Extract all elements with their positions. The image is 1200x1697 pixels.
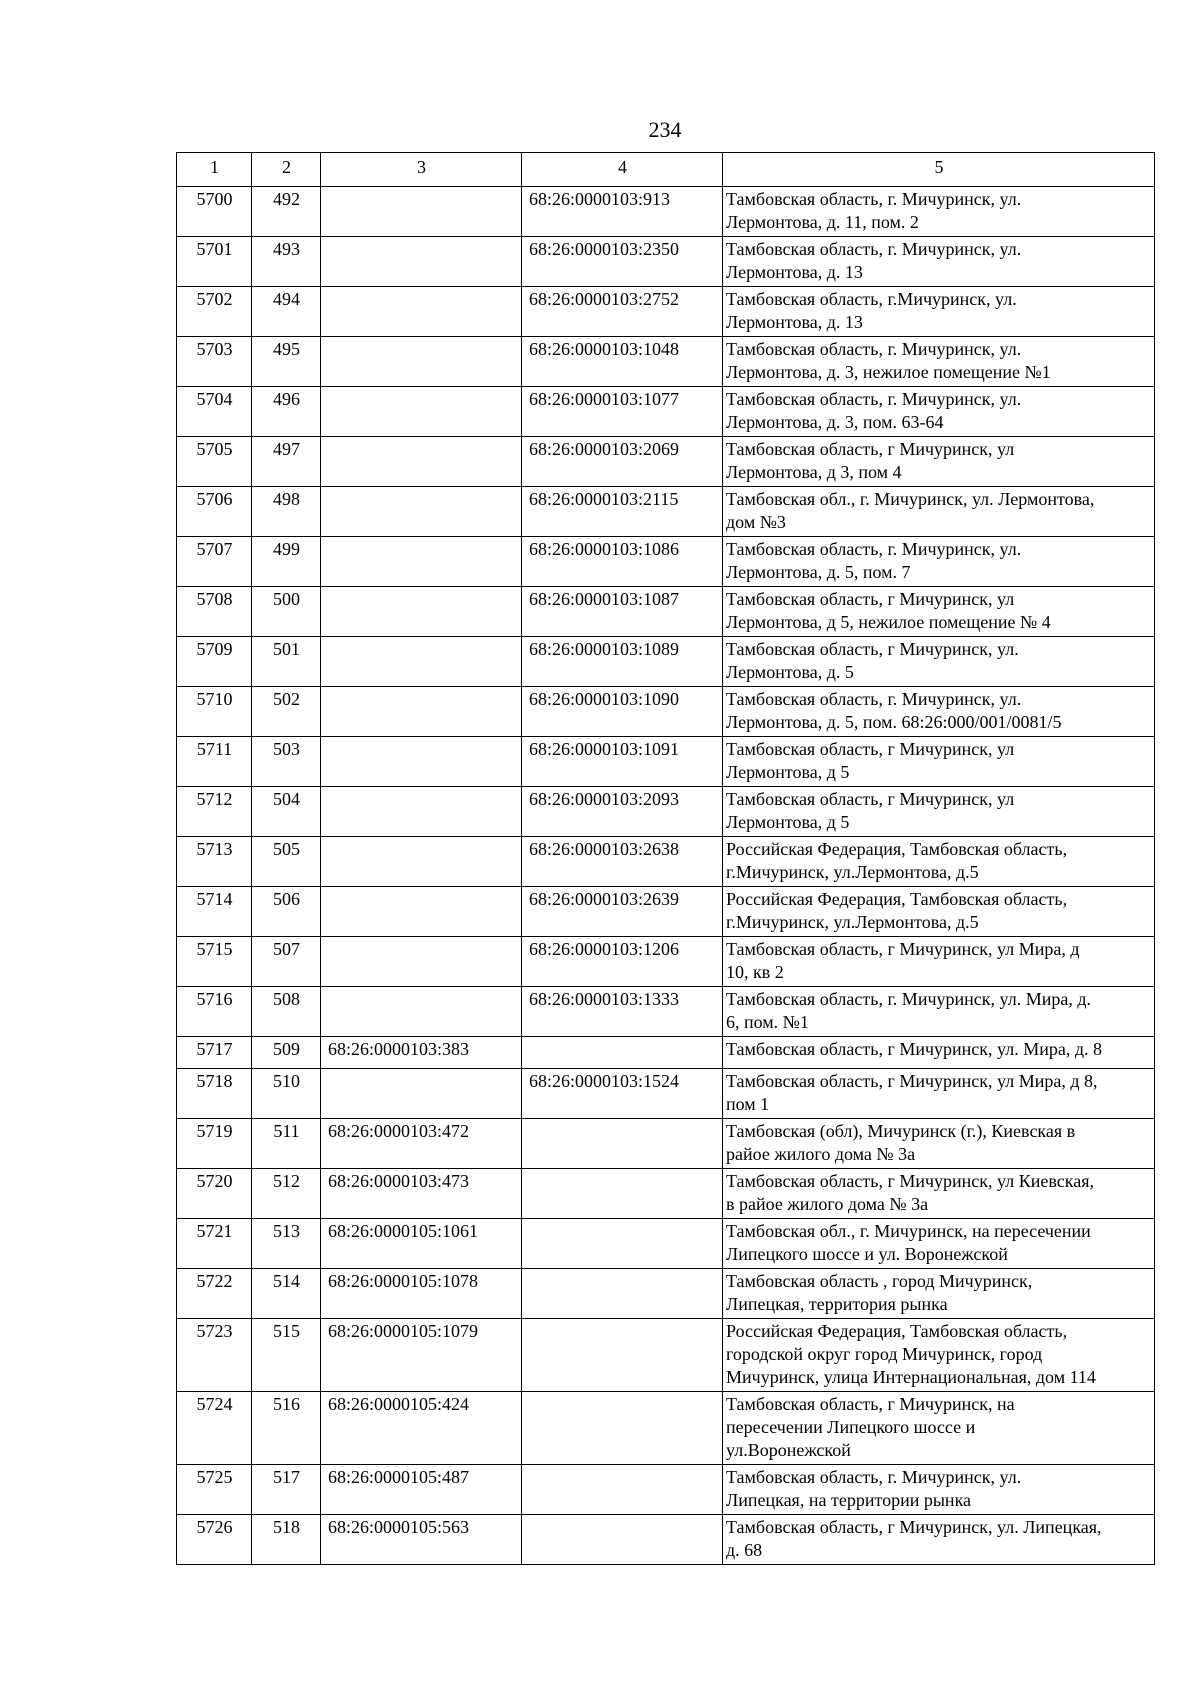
- cadastral-number-cell: [321, 237, 522, 287]
- header-cell-1: 1: [177, 153, 252, 187]
- address-cell: Тамбовская область, г. Мичуринск, ул. Лермонтова, д. 13: [723, 237, 1155, 287]
- table-row: [177, 537, 1155, 587]
- object-cadastral-number-cell: 68:26:0000103:2752: [522, 287, 723, 337]
- address-cell: Тамбовская область, г. Мичуринск, ул. Лермонтова, д. 5, пом. 68:26:000/001/0081/5: [723, 687, 1155, 737]
- cadastral-number-cell: [321, 337, 522, 387]
- cadastral-number-cell: [321, 287, 522, 337]
- object-cadastral-number-cell: 68:26:0000103:1077: [522, 387, 723, 437]
- cadastral-number-cell: [321, 537, 522, 587]
- object-cadastral-number-cell: 68:26:0000103:2115: [522, 487, 723, 537]
- table-row: [177, 387, 1155, 437]
- address-cell: Тамбовская область, г. Мичуринск, ул. Лермонтова, д. 3, пом. 63-64: [723, 387, 1155, 437]
- record-number-cell: 5723: [177, 1319, 252, 1392]
- table-row: [177, 1392, 1155, 1465]
- object-cadastral-number-cell: 68:26:0000103:2639: [522, 887, 723, 937]
- table-row: [177, 987, 1155, 1037]
- cadastral-number-cell: [321, 487, 522, 537]
- sequence-number-cell: 499: [252, 537, 321, 587]
- cadastral-number-cell: 68:26:0000103:383: [321, 1037, 522, 1069]
- address-cell: Тамбовская область, г.Мичуринск, ул. Лермонтова, д. 13: [723, 287, 1155, 337]
- object-cadastral-number-cell: 68:26:0000103:1086: [522, 537, 723, 587]
- table-row: [177, 587, 1155, 637]
- object-cadastral-number-cell: [522, 1169, 723, 1219]
- record-number-cell: 5720: [177, 1169, 252, 1219]
- object-cadastral-number-cell: 68:26:0000103:1089: [522, 637, 723, 687]
- object-cadastral-number-cell: [522, 1319, 723, 1392]
- table-row: [177, 437, 1155, 487]
- object-cadastral-number-cell: [522, 1392, 723, 1465]
- cadastral-number-cell: [321, 187, 522, 237]
- address-cell: Тамбовская область, г. Мичуринск, ул. Лермонтова, д. 3, нежилое помещение №1: [723, 337, 1155, 387]
- address-cell: Тамбовская (обл), Мичуринск (г.), Киевская в райое жилого дома № 3а: [723, 1119, 1155, 1169]
- object-cadastral-number-cell: 68:26:0000103:1091: [522, 737, 723, 787]
- record-number-cell: 5702: [177, 287, 252, 337]
- record-number-cell: 5715: [177, 937, 252, 987]
- sequence-number-cell: 512: [252, 1169, 321, 1219]
- address-cell: Тамбовская область, г Мичуринск, ул Лермонтова, д 3, пом 4: [723, 437, 1155, 487]
- address-cell: Тамбовская область, г Мичуринск, на пересечении Липецкого шоссе и ул.Воронежской: [723, 1392, 1155, 1465]
- record-number-cell: 5707: [177, 537, 252, 587]
- header-cell-4: 4: [522, 153, 723, 187]
- table-row: [177, 637, 1155, 687]
- address-cell: Тамбовская область , город Мичуринск, Липецкая, территория рынка: [723, 1269, 1155, 1319]
- table-row: [177, 1515, 1155, 1565]
- object-cadastral-number-cell: 68:26:0000103:2638: [522, 837, 723, 887]
- record-number-cell: 5704: [177, 387, 252, 437]
- address-cell: Тамбовская область, г Мичуринск, ул. Мира, д. 8: [723, 1037, 1155, 1069]
- header-cell-5: 5: [723, 153, 1155, 187]
- sequence-number-cell: 503: [252, 737, 321, 787]
- cadastral-number-cell: [321, 887, 522, 937]
- record-number-cell: 5716: [177, 987, 252, 1037]
- cadastral-number-cell: [321, 937, 522, 987]
- sequence-number-cell: 500: [252, 587, 321, 637]
- sequence-number-cell: 506: [252, 887, 321, 937]
- table-row: [177, 187, 1155, 237]
- table-row: [177, 1319, 1155, 1392]
- object-cadastral-number-cell: 68:26:0000103:1333: [522, 987, 723, 1037]
- table-row: [177, 1119, 1155, 1169]
- sequence-number-cell: 513: [252, 1219, 321, 1269]
- cadastral-number-cell: [321, 987, 522, 1037]
- record-number-cell: 5711: [177, 737, 252, 787]
- cadastral-number-cell: 68:26:0000105:1078: [321, 1269, 522, 1319]
- object-cadastral-number-cell: [522, 1119, 723, 1169]
- cadastral-number-cell: [321, 837, 522, 887]
- header-cell-2: 2: [252, 153, 321, 187]
- sequence-number-cell: 514: [252, 1269, 321, 1319]
- address-cell: Тамбовская обл., г. Мичуринск, ул. Лермонтова, дом №3: [723, 487, 1155, 537]
- record-number-cell: 5706: [177, 487, 252, 537]
- record-number-cell: 5724: [177, 1392, 252, 1465]
- object-cadastral-number-cell: 68:26:0000103:1048: [522, 337, 723, 387]
- address-cell: Тамбовская область, г Мичуринск, ул. Липецкая, д. 68: [723, 1515, 1155, 1565]
- record-number-cell: 5703: [177, 337, 252, 387]
- address-cell: Российская Федерация, Тамбовская область, г.Мичуринск, ул.Лермонтова, д.5: [723, 837, 1155, 887]
- cadastral-number-cell: 68:26:0000105:1061: [321, 1219, 522, 1269]
- object-cadastral-number-cell: 68:26:0000103:1087: [522, 587, 723, 637]
- cadastral-number-cell: 68:26:0000105:487: [321, 1465, 522, 1515]
- cadastral-number-cell: [321, 687, 522, 737]
- table-row: [177, 937, 1155, 987]
- cadastral-number-cell: [321, 787, 522, 837]
- object-cadastral-number-cell: 68:26:0000103:2093: [522, 787, 723, 837]
- sequence-number-cell: 508: [252, 987, 321, 1037]
- record-number-cell: 5701: [177, 237, 252, 287]
- cadastral-number-cell: 68:26:0000103:472: [321, 1119, 522, 1169]
- record-number-cell: 5721: [177, 1219, 252, 1269]
- sequence-number-cell: 510: [252, 1069, 321, 1119]
- sequence-number-cell: 507: [252, 937, 321, 987]
- table-row: [177, 337, 1155, 387]
- record-number-cell: 5718: [177, 1069, 252, 1119]
- table-row: [177, 1037, 1155, 1069]
- address-cell: Российская Федерация, Тамбовская область, г.Мичуринск, ул.Лермонтова, д.5: [723, 887, 1155, 937]
- address-cell: Российская Федерация, Тамбовская область, городской округ город Мичуринск, город Мичуринск, улица Интернациональная, дом 114: [723, 1319, 1155, 1392]
- cadastral-number-cell: 68:26:0000105:1079: [321, 1319, 522, 1392]
- record-number-cell: 5719: [177, 1119, 252, 1169]
- table-header: [177, 153, 1155, 187]
- object-cadastral-number-cell: [522, 1037, 723, 1069]
- record-number-cell: 5708: [177, 587, 252, 637]
- record-number-cell: 5722: [177, 1269, 252, 1319]
- table-row: [177, 737, 1155, 787]
- sequence-number-cell: 493: [252, 237, 321, 287]
- sequence-number-cell: 509: [252, 1037, 321, 1069]
- register-table: [176, 152, 1155, 1565]
- object-cadastral-number-cell: 68:26:0000103:1524: [522, 1069, 723, 1119]
- object-cadastral-number-cell: 68:26:0000103:1206: [522, 937, 723, 987]
- record-number-cell: 5725: [177, 1465, 252, 1515]
- record-number-cell: 5705: [177, 437, 252, 487]
- cadastral-number-cell: 68:26:0000103:473: [321, 1169, 522, 1219]
- table-row: [177, 1269, 1155, 1319]
- header-row: [177, 153, 1155, 187]
- address-cell: Тамбовская область, г Мичуринск, ул Мира, д 8, пом 1: [723, 1069, 1155, 1119]
- record-number-cell: 5713: [177, 837, 252, 887]
- table-row: [177, 1069, 1155, 1119]
- record-number-cell: 5709: [177, 637, 252, 687]
- sequence-number-cell: 497: [252, 437, 321, 487]
- cadastral-number-cell: [321, 737, 522, 787]
- address-cell: Тамбовская область, г. Мичуринск, ул. Лермонтова, д. 11, пом. 2: [723, 187, 1155, 237]
- page-number: 234: [648, 117, 682, 142]
- record-number-cell: 5710: [177, 687, 252, 737]
- sequence-number-cell: 504: [252, 787, 321, 837]
- table-row: [177, 887, 1155, 937]
- address-cell: Тамбовская область, г. Мичуринск, ул. Лермонтова, д. 5, пом. 7: [723, 537, 1155, 587]
- object-cadastral-number-cell: [522, 1515, 723, 1565]
- sequence-number-cell: 492: [252, 187, 321, 237]
- address-cell: Тамбовская область, г Мичуринск, ул Мира, д 10, кв 2: [723, 937, 1155, 987]
- cadastral-number-cell: [321, 437, 522, 487]
- sequence-number-cell: 518: [252, 1515, 321, 1565]
- record-number-cell: 5717: [177, 1037, 252, 1069]
- address-cell: Тамбовская область, г Мичуринск, ул Киевская, в райое жилого дома № 3а: [723, 1169, 1155, 1219]
- table-row: [177, 287, 1155, 337]
- cadastral-number-cell: [321, 587, 522, 637]
- table-row: [177, 237, 1155, 287]
- address-cell: Тамбовская область, г. Мичуринск, ул. Липецкая, на территории рынка: [723, 1465, 1155, 1515]
- record-number-cell: 5700: [177, 187, 252, 237]
- cadastral-number-cell: 68:26:0000105:424: [321, 1392, 522, 1465]
- cadastral-number-cell: [321, 637, 522, 687]
- cadastral-number-cell: [321, 387, 522, 437]
- table-row: [177, 687, 1155, 737]
- address-cell: Тамбовская область, г Мичуринск, ул. Лермонтова, д. 5: [723, 637, 1155, 687]
- object-cadastral-number-cell: [522, 1219, 723, 1269]
- sequence-number-cell: 516: [252, 1392, 321, 1465]
- object-cadastral-number-cell: 68:26:0000103:2069: [522, 437, 723, 487]
- table-row: [177, 787, 1155, 837]
- sequence-number-cell: 505: [252, 837, 321, 887]
- object-cadastral-number-cell: [522, 1269, 723, 1319]
- table-row: [177, 1465, 1155, 1515]
- table-body: [177, 187, 1155, 1565]
- address-cell: Тамбовская область, г. Мичуринск, ул. Мира, д. 6, пом. №1: [723, 987, 1155, 1037]
- sequence-number-cell: 496: [252, 387, 321, 437]
- record-number-cell: 5714: [177, 887, 252, 937]
- sequence-number-cell: 511: [252, 1119, 321, 1169]
- record-number-cell: 5726: [177, 1515, 252, 1565]
- sequence-number-cell: 495: [252, 337, 321, 387]
- sequence-number-cell: 502: [252, 687, 321, 737]
- object-cadastral-number-cell: 68:26:0000103:913: [522, 187, 723, 237]
- object-cadastral-number-cell: 68:26:0000103:2350: [522, 237, 723, 287]
- cadastral-number-cell: 68:26:0000105:563: [321, 1515, 522, 1565]
- object-cadastral-number-cell: 68:26:0000103:1090: [522, 687, 723, 737]
- address-cell: Тамбовская область, г Мичуринск, ул Лермонтова, д 5, нежилое помещение № 4: [723, 587, 1155, 637]
- sequence-number-cell: 515: [252, 1319, 321, 1392]
- sequence-number-cell: 501: [252, 637, 321, 687]
- sequence-number-cell: 494: [252, 287, 321, 337]
- record-number-cell: 5712: [177, 787, 252, 837]
- sequence-number-cell: 517: [252, 1465, 321, 1515]
- sequence-number-cell: 498: [252, 487, 321, 537]
- object-cadastral-number-cell: [522, 1465, 723, 1515]
- table-row: [177, 1169, 1155, 1219]
- table-row: [177, 1219, 1155, 1269]
- address-cell: Тамбовская область, г Мичуринск, ул Лермонтова, д 5: [723, 737, 1155, 787]
- table-row: [177, 487, 1155, 537]
- address-cell: Тамбовская обл., г. Мичуринск, на пересечении Липецкого шоссе и ул. Воронежской: [723, 1219, 1155, 1269]
- table-row: [177, 837, 1155, 887]
- cadastral-number-cell: [321, 1069, 522, 1119]
- header-cell-3: 3: [321, 153, 522, 187]
- address-cell: Тамбовская область, г Мичуринск, ул Лермонтова, д 5: [723, 787, 1155, 837]
